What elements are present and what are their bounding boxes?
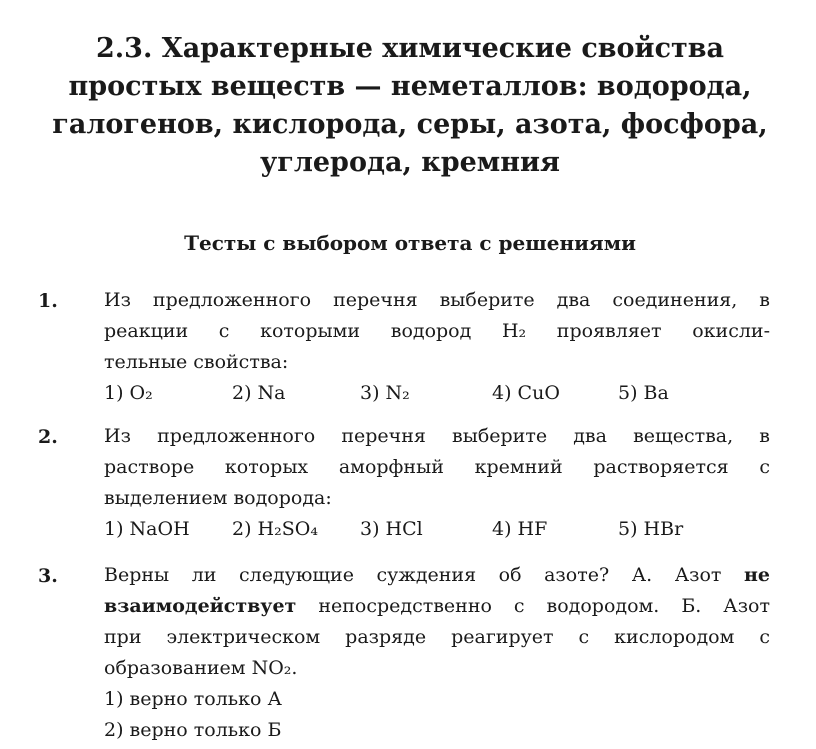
question-3-emphasis-ne: не: [744, 564, 771, 586]
option-1-2: 2) Na: [232, 382, 286, 404]
question-2-options: [104, 514, 770, 545]
question-2-line-1: Из предложенного перечня выберите два вещества, в: [104, 425, 770, 447]
option-1-5: 5) Ba: [618, 382, 669, 404]
option-1-3: 3) N₂: [360, 382, 410, 404]
option-1-1: 1) O₂: [104, 382, 153, 404]
question-1-line-1: Из предложенного перечня выберите два соединения, в: [104, 289, 770, 311]
option-2-2: 2) H₂SO₄: [232, 518, 318, 540]
question-2-number: 2.: [38, 426, 58, 448]
question-3-line-4: образованием NO₂.: [104, 657, 298, 679]
title-line-4: углерода, кремния: [260, 147, 560, 178]
question-2: [104, 421, 770, 545]
question-3-line-2-text: непосредственно с водородом. Б. Азот: [318, 595, 771, 617]
question-3-line-2: [104, 591, 770, 622]
option-1-4: 4) CuO: [492, 382, 560, 404]
question-1-number: 1.: [38, 290, 58, 312]
option-3-2: 2) верно только Б: [104, 719, 282, 741]
title-line-3: галогенов, кислорода, серы, азота, фосфора,: [52, 109, 768, 140]
subtitle: Тесты с выбором ответа с решениями: [184, 231, 636, 255]
question-1-line-2: реакции с которыми водород H₂ проявляет окисли-: [104, 320, 770, 342]
question-2-line-3: выделением водорода:: [104, 487, 332, 509]
question-3-line-1: [104, 560, 770, 591]
question-3-line-3: при электрическом разряде реагирует с кислородом с: [104, 626, 770, 648]
question-2-line-2: растворе которых аморфный кремний растворяется с: [104, 456, 770, 478]
question-1: [104, 285, 770, 409]
question-3: [104, 560, 770, 746]
option-2-5: 5) HBr: [618, 518, 684, 540]
option-2-4: 4) HF: [492, 518, 548, 540]
section-title: [30, 30, 790, 182]
option-2-1: 1) NaOH: [104, 518, 190, 540]
question-1-options: [104, 378, 770, 409]
question-1-line-3: тельные свойства:: [104, 351, 289, 373]
question-3-number: 3.: [38, 565, 58, 587]
option-3-1: 1) верно только А: [104, 688, 282, 710]
title-line-1: 2.3. Характерные химические свойства: [95, 33, 725, 64]
title-line-2: простых веществ — неметаллов: водорода,: [68, 71, 752, 102]
question-3-line-1-text: Верны ли следующие суждения об азоте? А. Азот: [104, 564, 722, 586]
option-2-3: 3) HCl: [360, 518, 423, 540]
question-3-emphasis-verb: взаимодействует: [104, 595, 297, 617]
